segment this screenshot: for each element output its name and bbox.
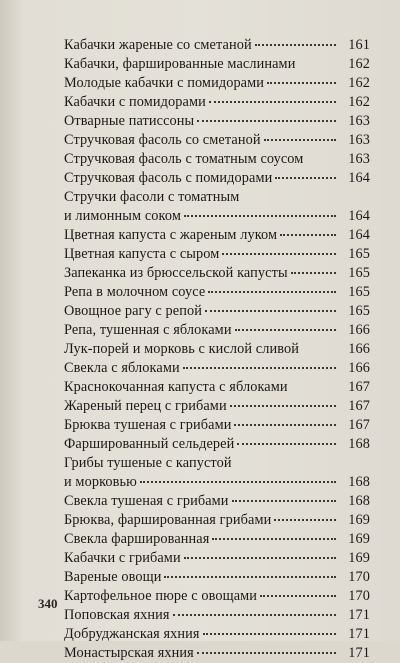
toc-entry-page: 165 <box>348 303 370 319</box>
dot-leader <box>232 499 336 502</box>
toc-entry <box>64 245 370 264</box>
toc-entry-title: Добруджанская яхния <box>64 626 200 642</box>
toc-entry-title: Кабачки, фаршированные маслинами <box>64 56 296 72</box>
toc-entry <box>64 207 370 226</box>
toc-entry-title: Репа в молочном соусе <box>64 284 206 300</box>
toc-entry <box>64 473 370 492</box>
toc-entry-page: 166 <box>348 322 370 338</box>
dot-leader <box>267 81 336 84</box>
toc-entry-page: 167 <box>348 379 370 395</box>
toc-entry <box>64 644 370 663</box>
toc-entry-page: 168 <box>348 493 370 509</box>
toc-entry <box>64 188 370 207</box>
toc-entry <box>64 74 370 93</box>
toc-entry-page: 169 <box>348 550 370 566</box>
dot-leader <box>264 138 336 141</box>
toc-entry-title: Цветная капуста с жареным луком <box>64 227 278 243</box>
toc-entry-title: Молодые кабачки с помидорами <box>64 75 265 91</box>
dot-leader <box>234 423 336 426</box>
toc-entry-title: Стручковая фасоль со сметаной <box>64 132 261 148</box>
toc-entry-title: Репа, тушенная с яблоками <box>64 322 232 338</box>
toc-entry-page: 171 <box>348 626 370 642</box>
toc-entry-page: 164 <box>348 170 370 186</box>
dot-leader <box>209 100 336 103</box>
toc-entry-page: 169 <box>348 512 370 528</box>
toc-entry-page: 165 <box>348 284 370 300</box>
toc-entry <box>64 340 370 359</box>
dot-leader <box>274 518 336 521</box>
toc-entry-page: 167 <box>348 417 370 433</box>
toc-entry <box>64 568 370 587</box>
toc-entry <box>64 625 370 644</box>
dot-leader <box>164 575 336 578</box>
toc-entry-title: и морковью <box>64 474 137 490</box>
toc-entry-title: Вареные овощи <box>64 569 162 585</box>
toc-entry-title: Овощное рагу с репой <box>64 303 202 319</box>
toc-entry-title: Жареный перец с грибами <box>64 398 227 414</box>
toc-entry <box>64 587 370 606</box>
dot-leader <box>184 214 336 217</box>
dot-leader <box>255 43 336 46</box>
dot-leader <box>173 613 336 616</box>
dot-leader <box>260 594 336 597</box>
toc-entry <box>64 264 370 283</box>
toc-entry-title: Цветная капуста с сыром <box>64 246 220 262</box>
dot-leader <box>140 480 336 483</box>
toc-entry <box>64 321 370 340</box>
toc-entry-page: 163 <box>348 132 370 148</box>
toc-entry <box>64 435 370 454</box>
toc-entry <box>64 378 370 397</box>
dot-leader <box>291 271 336 274</box>
dot-leader <box>197 651 336 654</box>
dot-leader <box>183 366 336 369</box>
dot-leader <box>212 537 336 540</box>
dot-leader <box>237 442 336 445</box>
dot-leader <box>230 404 336 407</box>
toc-entry <box>64 169 370 188</box>
toc-entry-title: Поповская яхния <box>64 607 170 623</box>
toc-entry-title: Кабачки с грибами <box>64 550 181 566</box>
toc-entry-page: 167 <box>348 398 370 414</box>
page-number: 340 <box>38 596 58 611</box>
dot-leader <box>208 290 336 293</box>
toc-entry <box>64 397 370 416</box>
toc-entry <box>64 606 370 625</box>
toc-entry <box>64 112 370 131</box>
toc-entry-page: 162 <box>348 56 370 72</box>
toc-entry-title: Свекла с яблоками <box>64 360 180 376</box>
dot-leader <box>235 328 336 331</box>
toc-entry <box>64 150 370 169</box>
toc-entry-title: Стручки фасоли с томатным <box>64 189 240 205</box>
toc-entry <box>64 511 370 530</box>
toc-entry-page: 171 <box>348 607 370 623</box>
dot-leader <box>184 556 336 559</box>
toc-entry <box>64 36 370 55</box>
dot-leader <box>203 632 336 635</box>
toc-entry-title: Кабачки с помидорами <box>64 94 206 110</box>
dot-leader <box>275 176 336 179</box>
toc-entry-page: 166 <box>348 341 370 357</box>
toc-entry-title: Грибы тушеные с капустой <box>64 455 232 471</box>
toc-entry <box>64 55 370 74</box>
toc-entry-title: Стручковая фасоль с помидорами <box>64 170 273 186</box>
toc-entry-page: 170 <box>348 569 370 585</box>
toc-entry-title: Лук-порей и морковь с кислой сливой <box>64 341 299 357</box>
toc-entry-page: 169 <box>348 531 370 547</box>
toc-entry-page: 163 <box>348 151 370 167</box>
toc-entry-page: 168 <box>348 436 370 452</box>
toc-entry-page: 164 <box>348 208 370 224</box>
toc-entry-title: Стручковая фасоль с томатным соусом <box>64 151 304 167</box>
toc-entry-page: 171 <box>348 645 370 661</box>
toc-entry-page: 168 <box>348 474 370 490</box>
toc-entry-title: Фаршированный сельдерей <box>64 436 235 452</box>
toc-entry-page: 163 <box>348 113 370 129</box>
toc-entry <box>64 93 370 112</box>
toc-entry-title: Картофельное пюре с овощами <box>64 588 258 604</box>
dot-leader <box>197 119 336 122</box>
dot-leader <box>222 252 336 255</box>
toc-entry-title: Монастырская яхния <box>64 645 194 661</box>
toc-entry <box>64 454 370 473</box>
toc-entry-title: Свекла тушеная с грибами <box>64 493 229 509</box>
dot-leader <box>205 309 336 312</box>
toc-entry <box>64 283 370 302</box>
toc-entry-title: Свекла фаршированная <box>64 531 210 547</box>
toc-entry-title: Брюква, фаршированная грибами <box>64 512 272 528</box>
toc-entry-page: 162 <box>348 75 370 91</box>
toc-entry-title: Отварные патиссоны <box>64 113 195 129</box>
toc-entry-page: 164 <box>348 227 370 243</box>
toc-entry <box>64 359 370 378</box>
toc-entry-page: 170 <box>348 588 370 604</box>
toc-entry-title: Кабачки жареные со сметаной <box>64 37 252 53</box>
toc-entry <box>64 302 370 321</box>
toc-entry <box>64 226 370 245</box>
toc-entry-page: 162 <box>348 94 370 110</box>
toc-entry-page: 166 <box>348 360 370 376</box>
toc-entry-page: 165 <box>348 265 370 281</box>
toc-entry <box>64 530 370 549</box>
toc-entry-title: Запеканка из брюссельской капусты <box>64 265 288 281</box>
toc-entry-title: и лимонным соком <box>64 208 181 224</box>
toc-entry-page: 161 <box>348 37 370 53</box>
dot-leader <box>280 233 336 236</box>
toc-entry <box>64 549 370 568</box>
toc-entry <box>64 131 370 150</box>
toc-entry-page: 165 <box>348 246 370 262</box>
table-of-contents <box>64 36 370 663</box>
toc-entry-title: Брюква тушеная с грибами <box>64 417 232 433</box>
toc-entry-title: Краснокочанная капуста с яблоками <box>64 379 288 395</box>
toc-entry <box>64 492 370 511</box>
toc-entry <box>64 416 370 435</box>
